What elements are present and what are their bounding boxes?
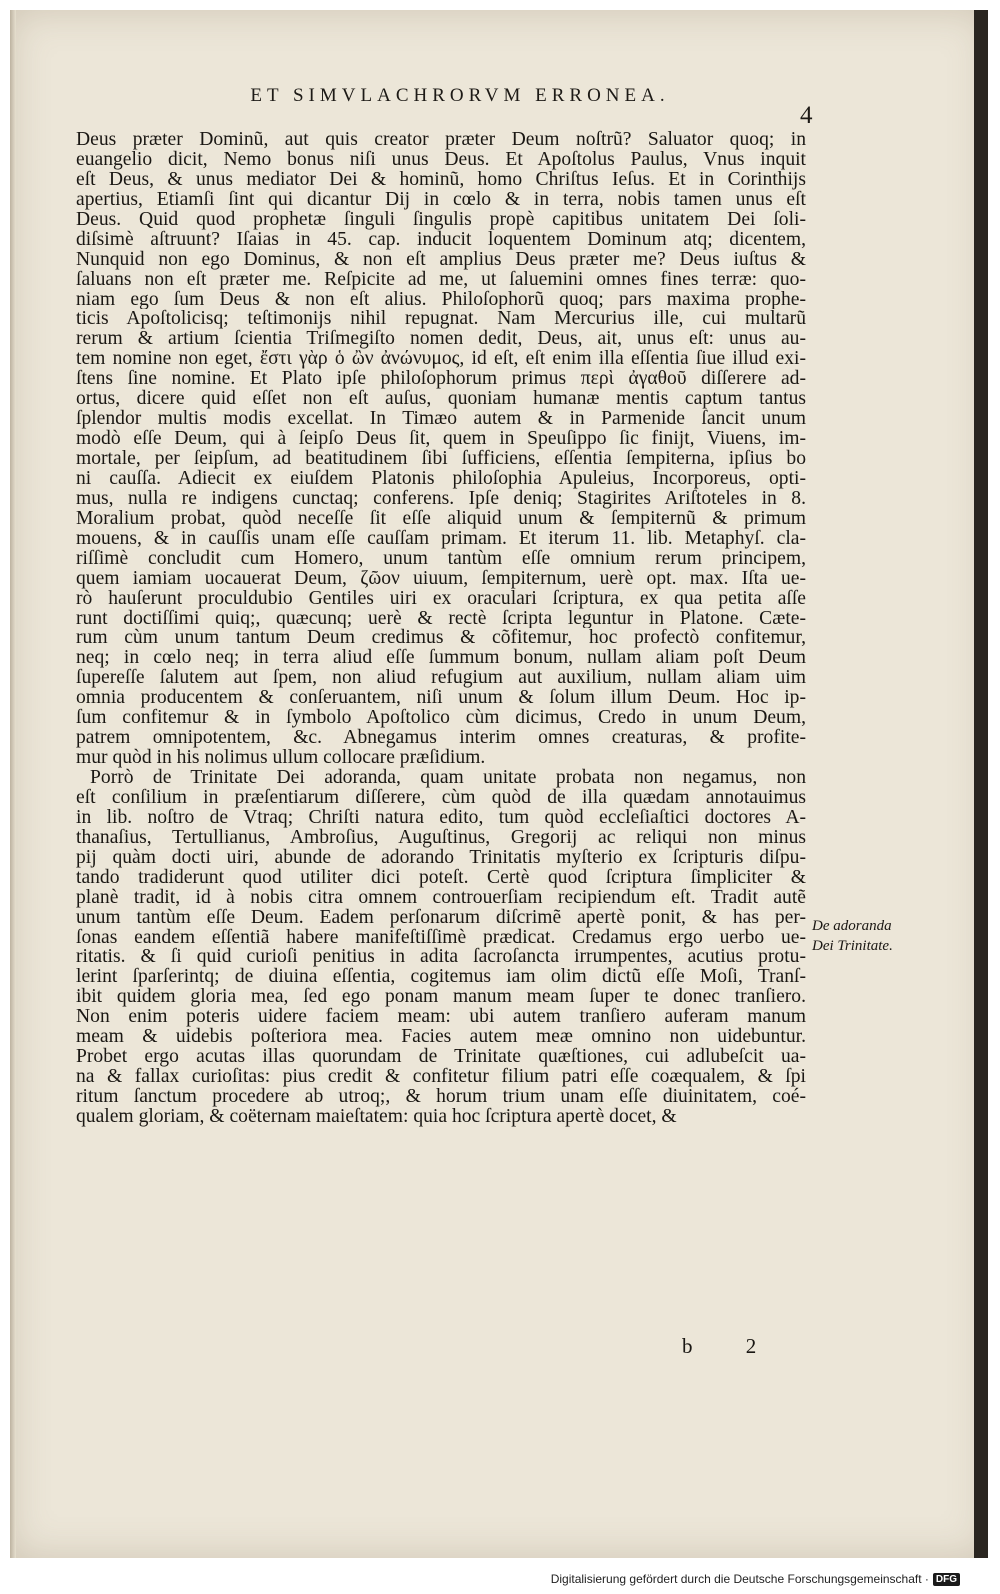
text-line: na & fallax curioſitas: pius credit & confitetur filium patri eſſe coæqualem, & ſpi <box>76 1067 806 1087</box>
text-line: modò eſſe Deum, qui à ſeipſo Deus ſit, quem in Speuſippo ſic finijt, Viuens, im- <box>76 429 806 449</box>
margin-note-line: Dei Trinitate. <box>812 938 893 954</box>
text-line: riſſimè concludit cum Homero, unum tantùm eſſe omnium rerum principem, <box>76 548 806 569</box>
text-line: qualem gloriam, & coëternam maieſtatem: quia hoc ſcriptura apertè docet, & <box>76 1106 677 1127</box>
text-line: rum cùm unum tantum Deum credimus & cõfitemur, hoc profectò confitemur, <box>76 628 806 649</box>
margin-note <box>812 916 922 956</box>
text-line: apertius, Etiamſi ſint qui dicantur Dij in cœlo & in terra, nobis tamen unus eſt <box>76 189 806 210</box>
text-line: ticis Apoſtolicisq; teſtimonijs nihil repugnat. Nam Mercurius ille, cui multarũ <box>76 309 806 330</box>
text-line: ni cauſſa. Adiecit ex eiuſdem Platonis philoſophia Apuleius, Incorporeus, opti- <box>76 468 806 489</box>
signature-mark: b 2 <box>682 1334 781 1358</box>
text-line: tando tradiderunt quod utiliter dici poteſt. Certè quod ſcriptura ſimpliciter & <box>76 867 806 888</box>
text-line: planè tradit, id à nobis citra omnem controuerſiam recipiendum eſt. Tradit autẽ <box>76 887 806 908</box>
text-line: Non enim poteris uidere faciem meam: ubi autem tranſiero auferam manum <box>76 1007 806 1028</box>
text-line: patrem omnipotentem, &c. Abnegamus interim omnes creaturas, & profite- <box>76 728 806 749</box>
text-line: Probet ergo acutas illas quorundam de Trinitate quæſtiones, cui adlubeſcit ua- <box>76 1047 806 1068</box>
text-line: eſt conſilium in præſentiarum diſſerere, cùm quòd de illa quædam annotauimus <box>76 787 806 808</box>
text-line: runt doctiſſimi quiq;, quæcunq; uerè & rectè ſcripta leguntur in Platone. Cæte- <box>76 608 806 629</box>
text-line: ſtens ſine nomine. Et Plato ipſe philoſophorum primus περὶ ἀγαθοῦ diſſerere ad- <box>76 369 806 390</box>
digitization-credit <box>551 1572 960 1586</box>
text-line: pij quàm docti uiri, abunde de adorando Trinitatis myſterio ex ſcripturis diſpu- <box>76 847 806 868</box>
text-line: ſonas eandem eſſentiã habere manifeſtiſſimè prædicat. Credamus ergo uerbo ue- <box>76 927 806 948</box>
text-line: eſt Deus, & unus mediator Dei & hominũ, homo Chriſtus Ieſus. Et in Corinthijs <box>76 169 806 190</box>
text-line: neq; in cœlo neq; in terra aliud eſſe ſummum bonum, nullam aliam poſt Deum <box>76 648 806 669</box>
text-line: rò hauſerunt proculdubio Gentiles uiri ex oraculari ſcriptura, ex qua petita aſſe <box>76 588 806 609</box>
text-line: ibit quidem gloria mea, ſed ego ponam manum meam ſuper te donec tranſiero. <box>76 987 806 1008</box>
text-line: Deus. Quid quod prophetæ ſinguli ſingulis propè capitibus unitatem Dei ſoli- <box>76 209 806 230</box>
text-line: Porrò de Trinitate Dei adoranda, quam unitate probata non negamus, non <box>90 768 806 788</box>
folio-number: 4 <box>800 102 813 129</box>
text-line: mur quòd in his nolimus ullum collocare præſidium. <box>76 748 486 768</box>
text-line: Nunquid non ego Dominus, & non eſt amplius Deus præter me? Deus iuſtus & <box>76 249 806 270</box>
text-line: ſplendor multis modis excellat. In Timæo autem & in Parmenide ſancit unum <box>76 409 806 430</box>
text-line: ortus, dicere quid eſſet non eſt auſus, quoniam humanæ mentis captum tantus <box>76 389 806 410</box>
credit-text: Digitalisierung gefördert durch die Deutsche Forschungsgemeinschaft · <box>550 1572 929 1586</box>
running-title: ET SIMVLACHRORVM ERRONEA. <box>250 85 670 106</box>
text-line: ritum ſanctum procedere ab utroq;, & horum trium unam eſſe diuinitatem, coé- <box>76 1087 806 1107</box>
text-line: euangelio dicit, Nemo bonus niſi unus Deus. Et Apoſtolus Paulus, Vnus inquit <box>76 149 806 170</box>
text-line: ſupereſſe ſalutem aut ſpem, non aliud refugium aut auxilium, nullam aliam uim <box>76 668 806 689</box>
text-line: ſum confitemur & in ſymbolo Apoſtolico cùm dicimus, Credo in unum Deum, <box>76 708 806 729</box>
text-line: Deus præter Dominũ, aut quis creator præter Deum noſtrũ? Saluator quoq; in <box>76 130 806 150</box>
text-line: lerint ſparſerintq; de diuina eſſentia, cogitemus iam olim dictũ eſſe Moſi, Tranſ- <box>76 967 806 988</box>
text-line: in lib. noſtro de Vtraq; Chriſti natura edito, tum quòd eccleſiaſtici doctores A- <box>76 807 806 828</box>
text-line: ſaluans non eſt præter me. Reſpicite ad me, ut ſaluemini omnes fines terræ: quo- <box>76 269 806 290</box>
text-line: mus, nulla re indigens cunctaq; conferens. Ipſe deniq; Stagirites Ariſtoteles in 8. <box>76 488 806 509</box>
text-line: mortale, per ſeipſum, ad beatitudinem ſibi ſufficiens, eſſentia ſempiterna, ipſius bo <box>76 449 806 469</box>
text-line: quem iamiam uocauerat Deum, ζῶον uiuum, ſempiternum, uerè opt. max. Iſta ue- <box>76 568 806 589</box>
page-edge-shadow <box>974 10 988 1558</box>
page-gutter <box>10 10 16 1558</box>
dfg-logo: DFG <box>933 1573 960 1586</box>
text-line: tem nomine non eget, ἔστι γὰρ ὁ ὢν ἀνώνυμος, id eſt, eſt enim illa eſſentia ſiue illud exi- <box>76 349 806 370</box>
text-line: ritatis. & ſi quid curioſi penitius in adita ſacroſancta irrumpentes, acutius protu- <box>76 947 806 968</box>
text-line: thanaſius, Tertullianus, Ambroſius, Auguſtinus, Gregorij ac reliqui non minus <box>76 827 806 848</box>
text-line: mouens, & in cauſſis unam eſſe cauſſam primam. Et iterum 11. lib. Metaphyſ. cla- <box>76 528 806 549</box>
text-line: rerum & artium ſcientia Triſmegiſto nomen dedit, Deus, ait, unus eſt: unus au- <box>76 329 806 350</box>
margin-note-line: De adoranda <box>812 918 892 934</box>
text-line: Moralium probat, quòd neceſſe ſit eſſe aliquid unum & ſempiternũ & primum <box>76 508 806 529</box>
text-line: unum tantùm eſſe Deum. Eadem perſonarum diſcrimẽ apertè ponit, & has per- <box>76 907 806 928</box>
text-line: diſsimè aſtruunt? Iſaias in 45. cap. inducit loquentem Dominum atq; dicentem, <box>76 229 806 250</box>
text-line: omnia producentem & conſeruantem, niſi unum & ſolum illum Deum. Hoc ip- <box>76 688 806 709</box>
text-line: meam & uidebis poſteriora mea. Facies autem meæ omnino non uidebuntur. <box>76 1027 806 1048</box>
text-line: niam ego ſum Deus & non eſt alius. Philoſophorũ quoq; pars maxima prophe- <box>76 289 806 310</box>
body-text <box>76 130 806 1127</box>
